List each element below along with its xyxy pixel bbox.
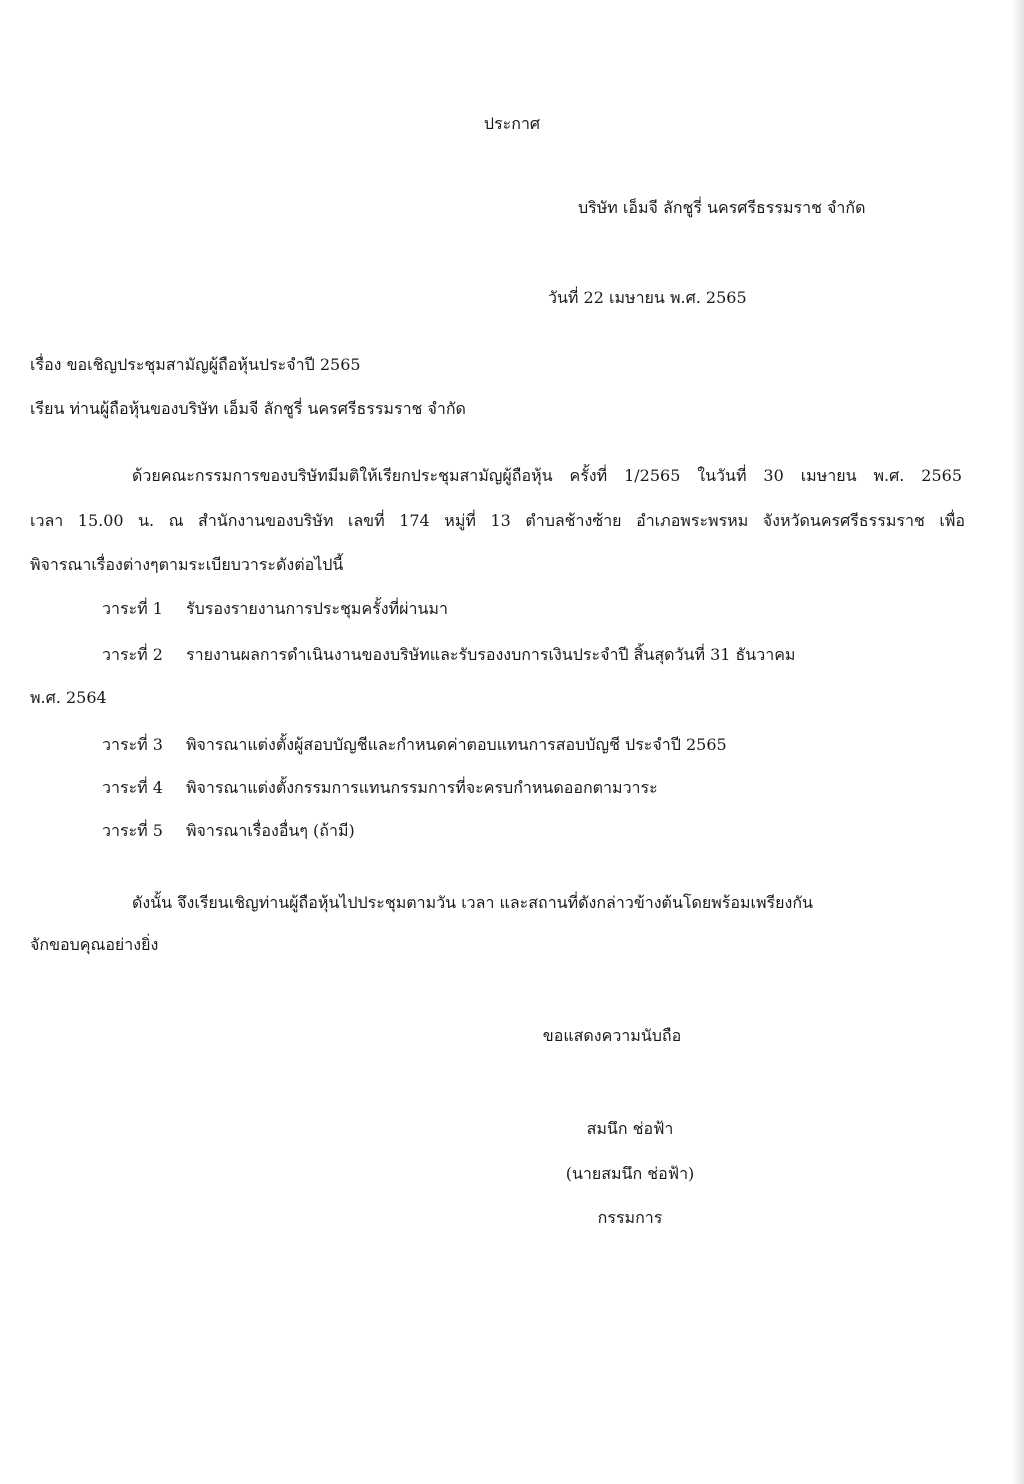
- intro-line-3: พิจารณาเรื่องต่างๆตามระเบียบวาระดังต่อไปนี้: [30, 555, 344, 574]
- agenda-number: วาระที่ 3: [102, 735, 163, 754]
- page-edge-shadow: [1012, 0, 1024, 1484]
- signatory-name: (นายสมนึก ช่อฟ้า): [565, 1164, 695, 1183]
- document-heading: ประกาศ: [483, 114, 541, 133]
- agenda-text: รับรองรายงานการประชุมครั้งที่ผ่านมา: [186, 599, 448, 618]
- agenda-number: วาระที่ 1: [102, 599, 163, 618]
- signature: สมนึก ช่อฟ้า: [586, 1119, 674, 1138]
- recipient-line: เรียน ท่านผู้ถือหุ้นของบริษัท เอ็มจี ลักชูรี่ นครศรีธรรมราช จำกัด: [30, 399, 466, 418]
- agenda-item: [102, 601, 448, 617]
- agenda-item: [102, 647, 795, 663]
- agenda-number: วาระที่ 2: [102, 645, 163, 664]
- company-name: บริษัท เอ็มจี ลักชูรี่ นครศรีธรรมราช จำกัด: [578, 198, 866, 217]
- closing-line-2: จักขอบคุณอย่างยิ่ง: [30, 935, 159, 954]
- closing-line-1: ดังนั้น จึงเรียนเชิญท่านผู้ถือหุ้นไปประชุมตามวัน เวลา และสถานที่ดังกล่าวข้างต้นโดยพร้อมเพรียงกัน: [132, 893, 813, 912]
- intro-line-1: ด้วยคณะกรรมการของบริษัทมีมติให้เรียกประชุมสามัญผู้ถือหุ้น ครั้งที่ 1/2565 ในวันที่ 30 เมษายน พ.ศ. 2565: [132, 466, 962, 485]
- subject-line: เรื่อง ขอเชิญประชุมสามัญผู้ถือหุ้นประจำปี 2565: [30, 355, 361, 374]
- agenda-item: [102, 780, 658, 796]
- agenda-number: วาระที่ 4: [102, 778, 163, 797]
- document-date: วันที่ 22 เมษายน พ.ศ. 2565: [548, 288, 747, 307]
- agenda-continuation: พ.ศ. 2564: [30, 688, 107, 707]
- agenda-item: [102, 823, 355, 839]
- agenda-text: พิจารณาแต่งตั้งผู้สอบบัญชีและกำหนดค่าตอบแทนการสอบบัญชี ประจำปี 2565: [186, 735, 727, 754]
- agenda-item: [102, 737, 727, 753]
- agenda-number: วาระที่ 5: [102, 821, 163, 840]
- agenda-text: รายงานผลการดำเนินงานของบริษัทและรับรองงบการเงินประจำปี สิ้นสุดวันที่ 31 ธันวาคม: [186, 645, 796, 664]
- regards-line: ขอแสดงความนับถือ: [542, 1026, 682, 1045]
- signatory-title: กรรมการ: [597, 1208, 663, 1227]
- agenda-text: พิจารณาเรื่องอื่นๆ (ถ้ามี): [186, 821, 355, 840]
- intro-line-2: เวลา 15.00 น. ณ สำนักงานของบริษัท เลขที่ 174 หมู่ที่ 13 ตำบลช้างซ้าย อำเภอพระพรหม จังหวัดนครศรีธรรมราช เพื่อ: [30, 511, 965, 530]
- agenda-text: พิจารณาแต่งตั้งกรรมการแทนกรรมการที่จะครบกำหนดออกตามวาระ: [186, 778, 658, 797]
